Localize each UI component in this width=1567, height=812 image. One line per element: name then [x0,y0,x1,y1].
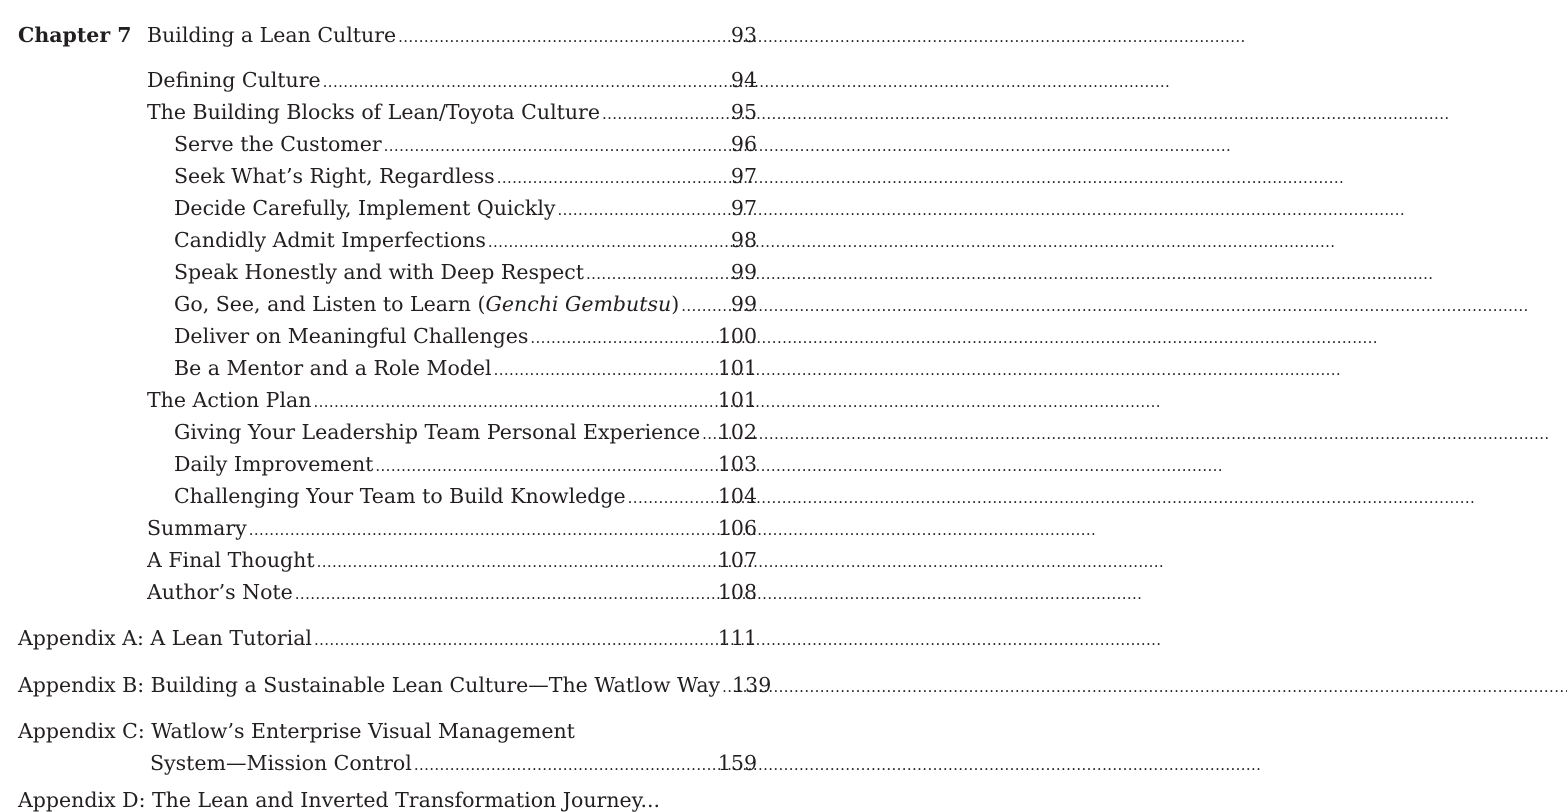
dot-leader [628,486,716,507]
toc-entry-page: 107 [717,548,757,572]
toc-subentry[interactable] [174,198,757,219]
toc-entry[interactable] [147,70,757,91]
toc-entry[interactable] [147,390,757,411]
toc-entry-page: 103 [717,452,757,476]
toc-appendix-b[interactable] [18,673,772,697]
dot-leader [375,454,715,475]
toc-entry-title: The Building Blocks of Lean/Toyota Culture [147,100,600,124]
dot-leader [313,390,715,411]
toc-subentry[interactable] [174,326,757,347]
toc-subentry[interactable] [174,262,757,283]
toc-entry-page: 111 [717,626,757,650]
toc-entry-title-end: ) [671,292,680,316]
dot-leader [398,25,729,46]
dot-leader [602,102,729,123]
toc-subentry[interactable] [174,422,757,443]
toc-entry-title: Speak Honestly and with Deep Respect [174,260,584,284]
toc-entry[interactable] [147,550,757,571]
toc-entry-page: 99 [730,260,757,284]
toc-entry-title-italic: Genchi Gembutsu [485,292,672,316]
toc-entry-page: 108 [717,580,757,604]
dot-leader [488,230,729,251]
dot-leader [314,628,716,649]
dot-leader [414,753,716,774]
dot-leader [681,294,729,315]
toc-entry-page: 102 [717,420,757,444]
toc-entry-page: 106 [717,516,757,540]
toc-entry-title: A Final Thought [147,548,315,572]
dot-leader [586,262,729,283]
toc-subentry[interactable] [174,358,757,379]
toc-appendix-c-line1[interactable]: Appendix C: Watlow’s Enterprise Visual Management [18,719,575,743]
toc-entry[interactable] [147,582,757,603]
dot-leader [249,518,716,539]
toc-entry-page: 99 [730,292,757,316]
toc-entry[interactable] [147,102,757,123]
toc-entry-title: Author’s Note [147,580,293,604]
toc-entry-page: 94 [730,68,757,92]
dot-leader [558,198,729,219]
toc-entry-title: Building a Lean Culture [147,23,397,47]
toc-entry-title: Deliver on Meaningful Challenges [174,324,529,348]
toc-subentry[interactable] [174,294,757,315]
toc-appendix-c[interactable] [150,753,757,774]
toc-entry-title: System—Mission Control [150,751,412,775]
toc-entry-page: 139 [732,673,772,697]
dot-leader [295,582,716,603]
toc-entry-page: 96 [730,132,757,156]
toc-entry-title: Challenging Your Team to Build Knowledge [174,484,626,508]
toc-entry[interactable] [147,518,757,539]
toc-entry-page: 95 [730,100,757,124]
dot-leader [384,134,729,155]
toc-entry-page: 97 [730,164,757,188]
toc-subentry[interactable] [174,230,757,251]
toc-entry-page: 101 [717,388,757,412]
toc-entry-page: 93 [730,23,757,47]
dot-leader [722,675,730,696]
toc-entry-title: Appendix A: A Lean Tutorial [18,626,312,650]
dot-leader [317,550,716,571]
toc-partial-line: Appendix D: The Lean and Inverted Transformation Journey... [18,788,661,812]
toc-subentry[interactable] [174,166,757,187]
toc-entry-title-start: Go, See, and Listen to Learn ( [174,292,486,316]
toc-entry-title [174,294,679,315]
toc-entry-title: Daily Improvement [174,452,374,476]
toc-entry-title: Giving Your Leadership Team Personal Experience [174,420,701,444]
toc-subentry[interactable] [174,454,757,475]
toc-subentry[interactable] [174,486,757,507]
toc-entry-chapter[interactable] [147,25,757,46]
toc-entry-title: Candidly Admit Imperfections [174,228,486,252]
toc-entry-page: 159 [717,751,757,775]
toc-entry-page: 98 [730,228,757,252]
chapter-label: Chapter 7 [18,23,132,47]
toc-entry-title: Appendix B: Building a Sustainable Lean Culture—The Watlow Way [18,673,721,697]
toc-entry-title: Summary [147,516,247,540]
toc-appendix-a[interactable] [18,628,757,649]
dot-leader [494,358,716,379]
toc-entry-page: 97 [730,196,757,220]
toc-entry-title: Serve the Customer [174,132,382,156]
toc-entry-title: Seek What’s Right, Regardless [174,164,495,188]
toc-entry-title: Defining Culture [147,68,321,92]
toc-entry-page: 101 [717,356,757,380]
dot-leader [497,166,729,187]
dot-leader [323,70,729,91]
toc-entry-title: The Action Plan [147,388,312,412]
dot-leader [702,422,716,443]
dot-leader [530,326,715,347]
toc-entry-title: Be a Mentor and a Role Model [174,356,492,380]
toc-entry-page: 104 [717,484,757,508]
toc-entry-page: 100 [717,324,757,348]
toc-entry-title: Decide Carefully, Implement Quickly [174,196,556,220]
toc-subentry[interactable] [174,134,757,155]
